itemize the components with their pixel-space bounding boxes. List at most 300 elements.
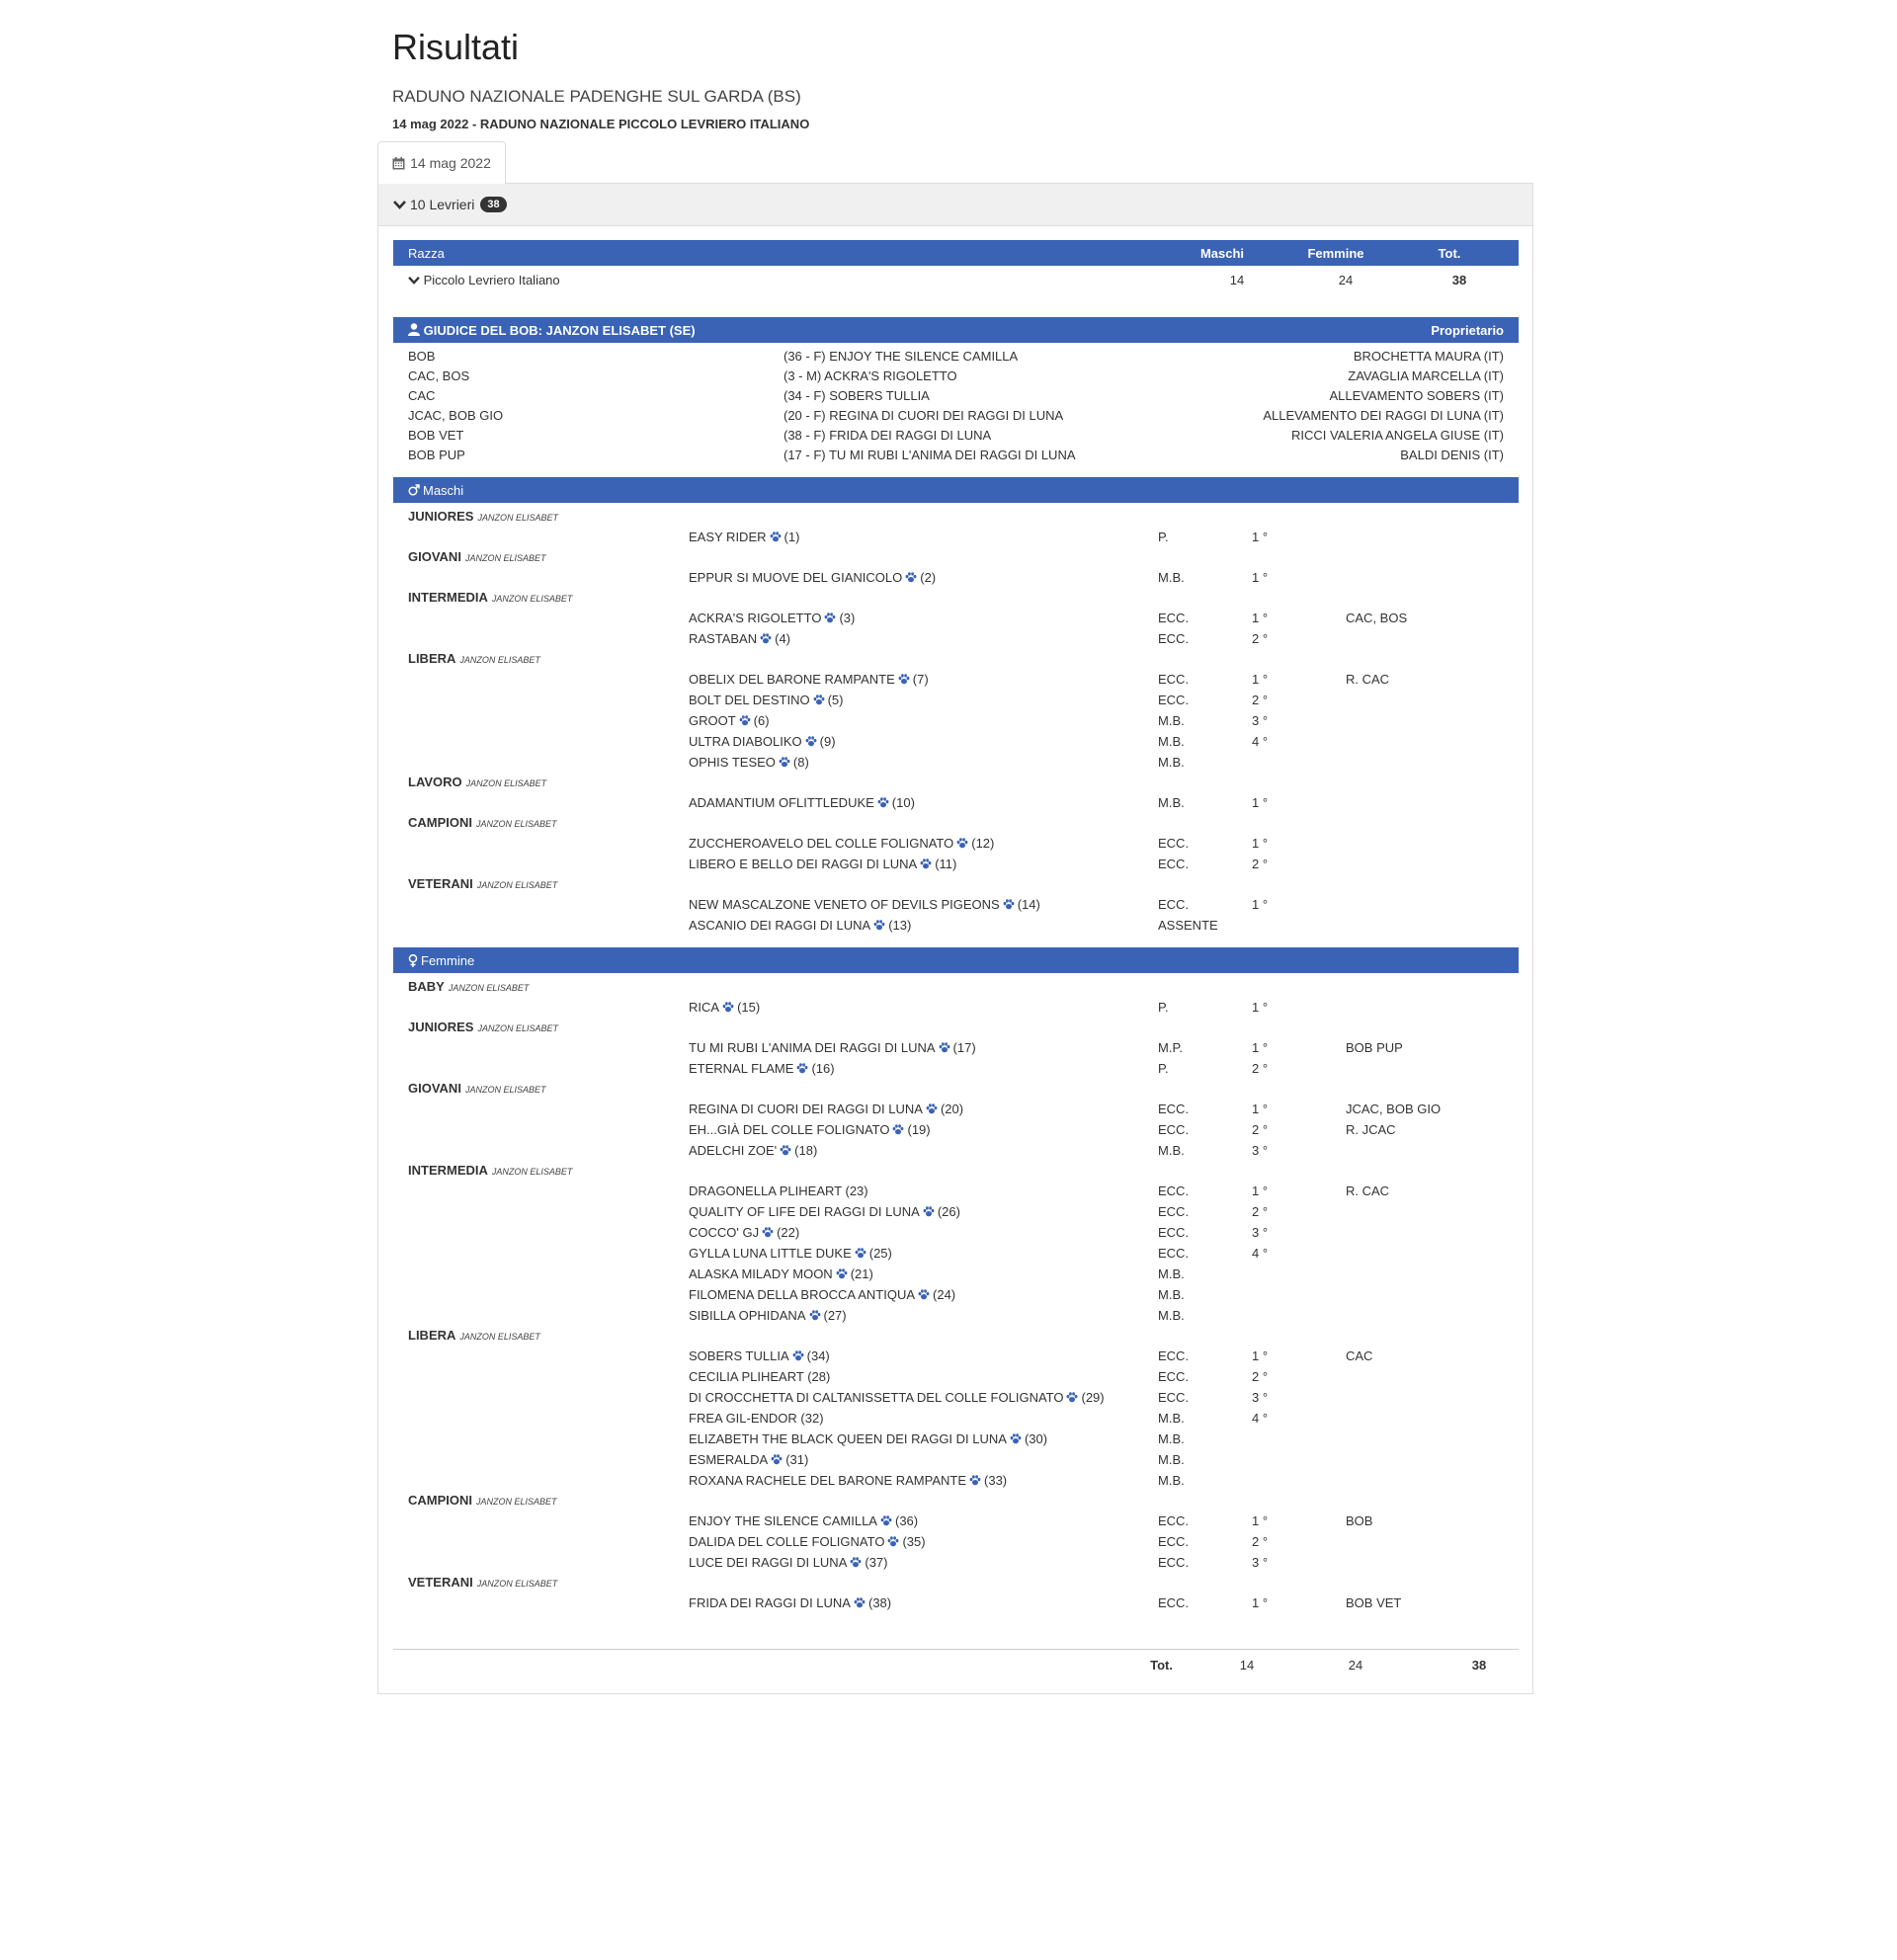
owner-name: BROCHETTA MAURA (IT): [1353, 349, 1504, 364]
dog-name-cell: [689, 1201, 1158, 1223]
owner-name: ALLEVAMENTO DEI RAGGI DI LUNA (IT): [1263, 408, 1504, 423]
class-judge: JANZON ELISABET: [491, 594, 573, 604]
award: [1346, 1305, 1519, 1327]
placement: 1 °: [1252, 897, 1269, 912]
placement: [1252, 1305, 1346, 1327]
award-title: CAC, BOS: [408, 368, 470, 383]
catalog-number: (34): [806, 1348, 830, 1363]
catalog-number: (18): [794, 1143, 818, 1158]
males-label: Maschi: [423, 482, 464, 498]
dog-name[interactable]: ELIZABETH THE BLACK QUEEN DEI RAGGI DI LUNA: [689, 1431, 1007, 1446]
dog-result-row: [393, 1222, 1519, 1243]
class-name: LIBERA: [408, 651, 456, 666]
judge-header: [393, 317, 1519, 343]
catalog-number: (9): [819, 734, 836, 749]
placement: 2 °: [1252, 1534, 1269, 1549]
class-judge: JANZON ELISABET: [476, 819, 557, 829]
award-title: CAC: [408, 388, 436, 403]
catalog-number: (30): [1024, 1431, 1048, 1446]
placement: 4 °: [1252, 734, 1269, 749]
award: [1346, 628, 1519, 650]
dog-name[interactable]: GYLLA LUNA LITTLE DUKE: [689, 1246, 852, 1261]
dog-result-row: [393, 527, 1519, 547]
award: BOB PUP: [1346, 1040, 1403, 1055]
qualification: ECC.: [1158, 1204, 1190, 1219]
dog-name-cell: [689, 1119, 1158, 1141]
paw-icon[interactable]: [1003, 895, 1015, 916]
paw-icon[interactable]: [877, 793, 889, 814]
catalog-number: (13): [888, 918, 912, 933]
catalog-number: (33): [984, 1473, 1008, 1488]
dog-name-cell: [689, 1592, 1158, 1614]
females-label: Femmine: [421, 952, 475, 968]
qualification: ECC.: [1158, 1246, 1190, 1261]
qualification: M.B.: [1158, 755, 1185, 770]
award: [1346, 997, 1519, 1019]
placement: 1 °: [1252, 1184, 1269, 1198]
catalog-number: (27): [823, 1308, 847, 1323]
catalog-number: (20): [940, 1102, 964, 1116]
paw-icon[interactable]: [850, 1553, 862, 1574]
placement: 3 °: [1252, 1555, 1269, 1570]
dog-name[interactable]: SIBILLA OPHIDANA: [689, 1308, 806, 1323]
class-header: [393, 874, 1519, 894]
paw-icon[interactable]: [796, 1059, 808, 1080]
award: [1346, 1429, 1519, 1450]
owner-name: BALDI DENIS (IT): [1400, 448, 1504, 462]
award: [1346, 1201, 1519, 1223]
class-name: VETERANI: [408, 876, 473, 891]
catalog-number: (38): [867, 1595, 892, 1610]
males-header: [393, 477, 1519, 503]
totals-total: 38: [1471, 1657, 1487, 1673]
class-judge: JANZON ELISABET: [459, 655, 540, 665]
totals-row: [393, 1649, 1519, 1679]
dog-name[interactable]: ETERNAL FLAME: [689, 1061, 794, 1076]
awarded-dog[interactable]: (20 - F) REGINA DI CUORI DEI RAGGI DI LUNA: [784, 408, 1064, 423]
breed-name-cell: [408, 266, 1168, 295]
paw-icon[interactable]: [926, 1100, 938, 1120]
qualification: ECC.: [1158, 1225, 1190, 1240]
dog-name[interactable]: ACKRA'S RIGOLETTO: [689, 611, 822, 625]
placement: [1252, 915, 1346, 937]
class-header: [393, 813, 1519, 833]
placement: [1252, 1284, 1346, 1306]
paw-icon[interactable]: [887, 1532, 899, 1553]
paw-icon[interactable]: [1066, 1388, 1078, 1409]
catalog-number: (19): [907, 1122, 931, 1137]
award: [1346, 1140, 1519, 1162]
qualification: ECC.: [1158, 1348, 1190, 1363]
award: [1346, 527, 1519, 548]
dog-result-row: [393, 752, 1519, 773]
dog-name-cell: [689, 1366, 1158, 1387]
class-name: INTERMEDIA: [408, 590, 488, 605]
breed-name: Piccolo Levriero Italiano: [423, 273, 560, 287]
females-results: [393, 973, 1519, 1613]
catalog-number: (31): [785, 1452, 809, 1467]
qualification: ECC.: [1158, 1102, 1190, 1116]
dog-result-row: [393, 1552, 1519, 1573]
results-panel: [377, 183, 1533, 1694]
catalog-number: (16): [811, 1061, 835, 1076]
placement: [1252, 1429, 1346, 1450]
judge-result-row: [393, 406, 1519, 426]
dog-result-row: [393, 1037, 1519, 1058]
dog-name-cell: [689, 833, 1158, 855]
class-name: LAVORO: [408, 775, 462, 789]
awarded-dog[interactable]: (3 - M) ACKRA'S RIGOLETTO: [784, 368, 957, 383]
paw-icon[interactable]: [920, 855, 932, 875]
dog-name-cell: [689, 894, 1158, 916]
placement: 2 °: [1252, 857, 1269, 871]
dog-result-row: [393, 1264, 1519, 1284]
placement: 2 °: [1252, 1204, 1269, 1219]
dog-name[interactable]: NEW MASCALZONE VENETO OF DEVILS PIGEONS: [689, 897, 1000, 912]
breed-total: 38: [1451, 273, 1467, 287]
qualification: M.B.: [1158, 1308, 1185, 1323]
catalog-number: (37): [865, 1555, 888, 1570]
tab-date[interactable]: [377, 141, 506, 184]
qualification: M.B.: [1158, 1452, 1185, 1467]
judge-result-row: [393, 426, 1519, 446]
award: [1346, 1552, 1519, 1574]
dog-result-row: [393, 1181, 1519, 1201]
catalog-number: (25): [868, 1246, 892, 1261]
qualification: ECC.: [1158, 631, 1190, 646]
class-name: INTERMEDIA: [408, 1163, 488, 1178]
dog-name[interactable]: GROOT: [689, 713, 736, 728]
dog-name[interactable]: ASCANIO DEI RAGGI DI LUNA: [689, 918, 871, 933]
placement: 1 °: [1252, 1513, 1269, 1528]
paw-icon[interactable]: [836, 1265, 848, 1285]
catalog-number: (17): [952, 1040, 976, 1055]
placement: 1 °: [1252, 570, 1269, 585]
paw-icon[interactable]: [760, 629, 772, 650]
dog-name[interactable]: ADELCHI ZOE': [689, 1143, 778, 1158]
paw-icon[interactable]: [923, 1202, 935, 1223]
dog-name[interactable]: EPPUR SI MUOVE DEL GIANICOLO: [689, 570, 903, 585]
qualification: M.B.: [1158, 570, 1185, 585]
placement: 1 °: [1252, 836, 1269, 851]
females-header: [393, 947, 1519, 973]
paw-icon[interactable]: [780, 1141, 791, 1162]
dog-name[interactable]: OBELIX DEL BARONE RAMPANTE: [689, 672, 895, 687]
dog-name-cell: [689, 1429, 1158, 1450]
catalog-number: (7): [912, 672, 929, 687]
paw-icon[interactable]: [771, 1450, 783, 1471]
paw-icon[interactable]: [854, 1593, 866, 1614]
judge-title: [408, 323, 696, 338]
dog-result-row: [393, 1387, 1519, 1408]
event-name: RADUNO NAZIONALE PADENGHE SUL GARDA (BS): [392, 87, 801, 106]
dog-name[interactable]: EH...GIÀ DEL COLLE FOLIGNATO: [689, 1122, 890, 1137]
catalog-number: (2): [920, 570, 937, 585]
paw-icon[interactable]: [918, 1285, 930, 1306]
dog-name-cell: [689, 628, 1158, 650]
placement: 2 °: [1252, 1122, 1269, 1137]
award: R. JCAC: [1346, 1122, 1396, 1137]
qualification: ECC.: [1158, 1513, 1190, 1528]
award: JCAC, BOB GIO: [1346, 1102, 1442, 1116]
paw-icon[interactable]: [905, 568, 917, 589]
paw-icon[interactable]: [956, 834, 968, 855]
placement: 1 °: [1252, 611, 1269, 625]
dog-name-cell: [689, 1552, 1158, 1574]
group-count-badge: 38: [480, 197, 506, 212]
awarded-dog[interactable]: (38 - F) FRIDA DEI RAGGI DI LUNA: [784, 428, 992, 443]
dog-name[interactable]: ESMERALDA: [689, 1452, 769, 1467]
paw-icon[interactable]: [813, 691, 825, 711]
qualification: M.P.: [1158, 1040, 1184, 1055]
class-header: [393, 1079, 1519, 1099]
paw-icon[interactable]: [855, 1244, 866, 1265]
placement: 4 °: [1252, 1411, 1269, 1426]
dog-name[interactable]: RASTABAN: [689, 631, 758, 646]
class-judge: JANZON ELISABET: [476, 880, 558, 890]
paw-icon[interactable]: [939, 1038, 950, 1059]
females-col-header: Femmine: [1307, 245, 1364, 261]
dog-result-row: [393, 1408, 1519, 1429]
paw-icon[interactable]: [809, 1306, 821, 1327]
judge-result-row: [393, 367, 1519, 386]
dog-name-cell: [689, 1243, 1158, 1265]
dog-name[interactable]: ZUCCHEROAVELO DEL COLLE FOLIGNATO: [689, 836, 954, 851]
catalog-number: (14): [1017, 897, 1040, 912]
qualification: ECC.: [1158, 1595, 1190, 1610]
dog-name[interactable]: EASY RIDER: [689, 530, 767, 544]
dog-name-cell: [689, 792, 1158, 814]
dog-result-row: [393, 1592, 1519, 1613]
award: [1346, 894, 1519, 916]
award-title: BOB PUP: [408, 448, 465, 462]
dog-name[interactable]: ALASKA MILADY MOON: [689, 1266, 833, 1281]
award: [1346, 1264, 1519, 1285]
dog-name-cell: [689, 1181, 1158, 1201]
dog-name[interactable]: QUALITY OF LIFE DEI RAGGI DI LUNA: [689, 1204, 920, 1219]
dog-name[interactable]: LUCE DEI RAGGI DI LUNA: [689, 1555, 848, 1570]
dog-name[interactable]: LIBERO E BELLO DEI RAGGI DI LUNA: [689, 857, 918, 871]
catalog-number: (29): [1081, 1390, 1105, 1405]
qualification: P.: [1158, 1061, 1169, 1076]
awarded-dog[interactable]: (17 - F) TU MI RUBI L'ANIMA DEI RAGGI DI LUNA: [784, 448, 1076, 462]
catalog-number: (23): [845, 1184, 868, 1198]
class-name: VETERANI: [408, 1575, 473, 1590]
award-title: JCAC, BOB GIO: [408, 408, 504, 423]
dog-name-cell: [689, 1140, 1158, 1162]
dog-result-row: [393, 731, 1519, 752]
dog-name[interactable]: SOBERS TULLIA: [689, 1348, 789, 1363]
group-label: 10 Levrieri: [410, 197, 475, 212]
dog-name[interactable]: BOLT DEL DESTINO: [689, 693, 810, 707]
judge-name: GIUDICE DEL BOB: JANZON ELISABET (SE): [423, 322, 696, 338]
qualification: ECC.: [1158, 1369, 1190, 1384]
owner-name: RICCI VALERIA ANGELA GIUSE (IT): [1290, 428, 1504, 443]
placement: 2 °: [1252, 631, 1269, 646]
placement: [1252, 1264, 1346, 1285]
class-judge: JANZON ELISABET: [464, 1085, 546, 1095]
dog-result-row: [393, 997, 1519, 1018]
class-header: [393, 547, 1519, 567]
awarded-dog[interactable]: (36 - F) ENJOY THE SILENCE CAMILLA: [784, 349, 1019, 364]
class-judge: JANZON ELISABET: [464, 553, 546, 563]
class-header: [393, 507, 1519, 527]
catalog-number: (1): [784, 530, 800, 544]
award: [1346, 915, 1519, 937]
qualification: ECC.: [1158, 1390, 1190, 1405]
dog-name-cell: [689, 854, 1158, 875]
class-name: LIBERA: [408, 1328, 456, 1343]
judge-result-row: [393, 446, 1519, 465]
catalog-number: (5): [827, 693, 844, 707]
dog-result-row: [393, 792, 1519, 813]
dog-name[interactable]: FILOMENA DELLA BROCCA ANTIQUA: [689, 1287, 916, 1302]
paw-icon[interactable]: [722, 998, 734, 1019]
dog-name[interactable]: FRIDA DEI RAGGI DI LUNA: [689, 1595, 851, 1610]
dog-name[interactable]: REGINA DI CUORI DEI RAGGI DI LUNA: [689, 1102, 923, 1116]
owner-name: ALLEVAMENTO SOBERS (IT): [1329, 388, 1504, 403]
paw-icon[interactable]: [873, 916, 885, 937]
dog-name-cell: [689, 710, 1158, 732]
class-header: [393, 1491, 1519, 1511]
dog-name-cell: [689, 527, 1158, 548]
paw-icon[interactable]: [779, 753, 790, 774]
award: [1346, 854, 1519, 875]
dog-name-cell: [689, 1511, 1158, 1532]
award: [1346, 690, 1519, 711]
dog-name[interactable]: TU MI RUBI L'ANIMA DEI RAGGI DI LUNA: [689, 1040, 936, 1055]
paw-icon[interactable]: [1010, 1429, 1022, 1450]
judge-result-row: [393, 386, 1519, 406]
class-name: GIOVANI: [408, 1081, 461, 1096]
paw-icon[interactable]: [762, 1223, 774, 1244]
qualification: ECC.: [1158, 1534, 1190, 1549]
dog-result-row: [393, 1470, 1519, 1491]
catalog-number: (15): [737, 1000, 761, 1015]
award: [1346, 731, 1519, 753]
catalog-number: (32): [800, 1411, 824, 1426]
dog-name-cell: [689, 1099, 1158, 1120]
event-subtitle: 14 mag 2022 - RADUNO NAZIONALE PICCOLO LEVRIERO ITALIANO: [392, 117, 810, 131]
total-col-header: Tot.: [1438, 245, 1461, 261]
class-header: [393, 1161, 1519, 1181]
placement: 2 °: [1252, 1061, 1269, 1076]
class-name: JUNIORES: [408, 509, 474, 524]
paw-icon[interactable]: [880, 1511, 892, 1532]
dog-result-row: [393, 1346, 1519, 1366]
award: [1346, 1284, 1519, 1306]
dog-result-row: [393, 1058, 1519, 1079]
paw-icon[interactable]: [892, 1120, 904, 1141]
award: [1346, 792, 1519, 814]
qualification: M.B.: [1158, 1266, 1185, 1281]
dog-name[interactable]: ADAMANTIUM OFLITTLEDUKE: [689, 795, 874, 810]
qualification: M.B.: [1158, 1431, 1185, 1446]
class-name: CAMPIONI: [408, 815, 472, 830]
paw-icon[interactable]: [898, 670, 910, 691]
dog-name[interactable]: ROXANA RACHELE DEL BARONE RAMPANTE: [689, 1473, 967, 1488]
award: [1346, 1408, 1519, 1429]
catalog-number: (35): [902, 1534, 926, 1549]
males-col-header: Maschi: [1199, 245, 1245, 261]
dog-name[interactable]: DI CROCCHETTA DI CALTANISSETTA DEL COLLE FOLIGNATO: [689, 1390, 1064, 1405]
placement: 2 °: [1252, 693, 1269, 707]
dog-result-row: [393, 1284, 1519, 1305]
totals-females: 24: [1348, 1657, 1363, 1673]
chevron-down-icon: [393, 200, 406, 209]
qualification: P.: [1158, 1000, 1169, 1015]
award: [1346, 1531, 1519, 1553]
award: [1346, 567, 1519, 589]
paw-icon[interactable]: [824, 609, 836, 629]
placement: [1252, 752, 1346, 774]
class-header: [393, 773, 1519, 792]
awarded-dog[interactable]: (34 - F) SOBERS TULLIA: [784, 388, 930, 403]
dog-name[interactable]: RICA: [689, 1000, 720, 1015]
dog-name-cell: [689, 1449, 1158, 1471]
dog-result-row: [393, 1449, 1519, 1470]
class-judge: JANZON ELISABET: [477, 513, 558, 523]
placement: 3 °: [1252, 713, 1269, 728]
dog-name[interactable]: ULTRA DIABOLIKO: [689, 734, 802, 749]
class-name: JUNIORES: [408, 1020, 474, 1034]
dog-result-row: [393, 1511, 1519, 1531]
award: [1346, 1243, 1519, 1265]
placement: 1 °: [1252, 1595, 1269, 1610]
calendar-icon: [392, 157, 405, 170]
dog-name[interactable]: DALIDA DEL COLLE FOLIGNATO: [689, 1534, 885, 1549]
breed-row[interactable]: [393, 266, 1519, 295]
user-icon: [408, 323, 420, 336]
dog-name-cell: [689, 669, 1158, 691]
dog-result-row: [393, 894, 1519, 915]
dog-name[interactable]: ENJOY THE SILENCE CAMILLA: [689, 1513, 877, 1528]
dog-result-row: [393, 1366, 1519, 1387]
paw-icon[interactable]: [969, 1471, 981, 1492]
dog-name[interactable]: CECILIA PLIHEART: [689, 1369, 804, 1384]
dog-name[interactable]: OPHIS TESEO: [689, 755, 776, 770]
award: R. CAC: [1346, 1184, 1390, 1198]
paw-icon[interactable]: [770, 528, 782, 548]
paw-icon[interactable]: [739, 711, 751, 732]
class-header: [393, 588, 1519, 608]
dog-name-cell: [689, 1264, 1158, 1285]
dog-name-cell: [689, 1284, 1158, 1306]
catalog-number: (3): [839, 611, 856, 625]
breed-females: 24: [1338, 273, 1354, 287]
dog-result-row: [393, 669, 1519, 690]
paw-icon[interactable]: [792, 1347, 804, 1367]
group-header[interactable]: [378, 184, 1532, 226]
class-judge: JANZON ELISABET: [491, 1167, 573, 1177]
class-judge: JANZON ELISABET: [448, 983, 530, 993]
class-header: [393, 977, 1519, 997]
dog-name[interactable]: COCCO' GJ: [689, 1225, 760, 1240]
qualification: M.B.: [1158, 713, 1185, 728]
qualification: ECC.: [1158, 836, 1190, 851]
dog-name-cell: [689, 1408, 1158, 1429]
dog-result-row: [393, 710, 1519, 731]
qualification: M.B.: [1158, 1473, 1185, 1488]
dog-result-row: [393, 690, 1519, 710]
dog-name-cell: [689, 752, 1158, 774]
dog-name[interactable]: FREA GIL-ENDOR: [689, 1411, 797, 1426]
dog-result-row: [393, 915, 1519, 936]
dog-name[interactable]: DRAGONELLA PLIHEART: [689, 1184, 842, 1198]
catalog-number: (6): [753, 713, 770, 728]
paw-icon[interactable]: [805, 732, 817, 753]
qualification: ECC.: [1158, 1184, 1190, 1198]
